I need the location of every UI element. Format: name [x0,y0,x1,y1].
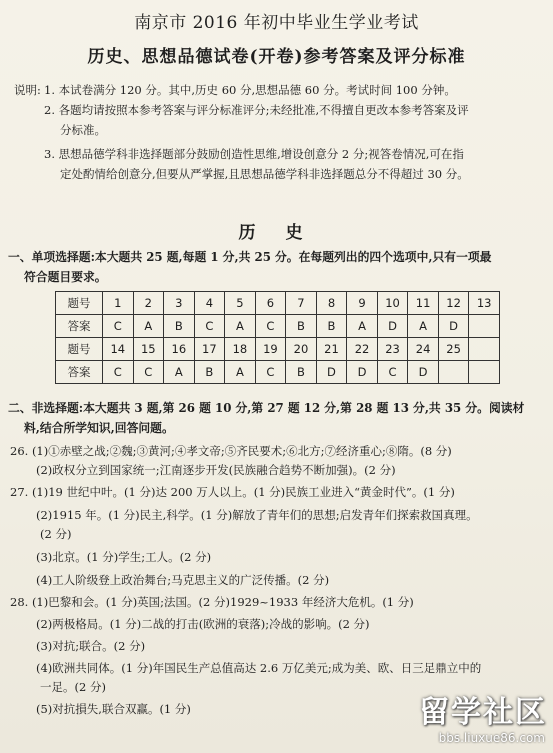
question-number-cell: 1 [103,292,134,315]
answer-cell: B [194,361,225,384]
question-number-cell: 23 [377,338,408,361]
q28-part-1: 28. (1)巴黎和会。(1 分)英国;法国。(2 分)1929~1933 年经济大危机。(1 分) [10,595,414,609]
part-2-line-1: 二、非选择题:本大题共 3 题,第 26 题 10 分,第 27 题 12 分,第 28 题 13 分,共 35 分。阅读材 [8,401,525,415]
question-number-cell: 19 [255,338,286,361]
q27-part-3: (3)北京。(1 分)学生;工人。(2 分) [36,550,212,564]
question-number-cell: 13 [469,292,500,315]
q28-part-5: (5)对抗損失,联合双赢。(1 分) [36,702,191,716]
q26-part-2: (2)政权分立到国家统一;江南逐步开发(民族融合趋势不断加强)。(2 分) [36,463,396,477]
answer-cell: B [164,315,195,338]
q27-part-2-score: (2 分) [40,527,72,541]
instructions-block [14,80,544,184]
table-row-q2 [56,338,500,361]
answer-cell: D [377,315,408,338]
question-number-cell: 16 [164,338,195,361]
question-number-cell: 14 [103,338,134,361]
section-title-history: 历 史 [238,223,315,243]
answer-cell: A [133,315,164,338]
question-number-cell: 22 [347,338,378,361]
answer-cell: B [316,315,347,338]
note-2-line-2: 分标准。 [60,123,106,137]
question-number-cell: 25 [438,338,469,361]
answer-cell [469,315,500,338]
site-watermark [397,687,547,745]
q27-part-2: (2)1915 年。(1 分)民主,科学。(1 分)解放了青年们的思想;启发青年们探索救国真理。 [36,508,478,522]
question-number-cell: 21 [316,338,347,361]
exam-title: 南京市 2016 年初中毕业生学业考试 [134,13,419,33]
part-2-line-2: 料,结合所学知识,回答问题。 [24,421,174,435]
note-2-line-1: 2. 各题均请按照本参考答案与评分标准评分;未经批准,不得擅自更改本参考答案及评 [44,103,469,117]
question-number-cell: 7 [286,292,317,315]
question-27 [10,483,545,590]
note-3-line-2: 定处酌情给创意分,但要从严掌握,且思想品德学科非选择题总分不得超过 30 分。 [60,167,469,181]
q28-part-3: (3)对抗;联合。(2 分) [36,639,146,653]
q28-part-4-cont: 一足。(2 分) [40,680,106,694]
part-2-heading [8,398,544,438]
table-header-answer: 答案 [56,361,103,384]
question-number-cell: 8 [316,292,347,315]
table-row-a2 [56,361,500,384]
question-number-cell: 6 [255,292,286,315]
answer-cell: C [255,361,286,384]
answer-cell: C [103,361,134,384]
table-header-answer: 答案 [56,315,103,338]
question-number-cell: 9 [347,292,378,315]
answer-table [55,291,500,384]
answer-cell: D [408,361,439,384]
question-number-cell: 10 [377,292,408,315]
table-row-a1 [56,315,500,338]
answer-cell: C [255,315,286,338]
watermark-url: bbs.liuxue86.com [438,731,545,745]
question-number-cell: 24 [408,338,439,361]
note-1 [14,80,544,100]
answer-cell: B [286,315,317,338]
answer-cell: A [347,315,378,338]
q28-part-4: (4)欧洲共同体。(1 分)年国民生产总值高达 2.6 万亿美元;成为美、欧、日三足鼎立中的 [36,661,482,675]
question-26 [10,442,545,480]
answer-cell [438,361,469,384]
table-header-question: 题号 [56,338,103,361]
answer-cell: A [225,315,256,338]
answer-cell: C [377,361,408,384]
question-number-cell: 20 [286,338,317,361]
part-1-heading [8,247,544,287]
answer-cell: D [316,361,347,384]
q27-part-4: (4)工人阶级登上政治舞台;马克思主义的广泛传播。(2 分) [36,573,330,587]
instructions-label: 说明: [14,83,41,97]
question-number-cell: 4 [194,292,225,315]
question-number-cell: 2 [133,292,164,315]
q27-part-1: 27. (1)19 世纪中叶。(1 分)达 200 万人以上。(1 分)民族工业进入“黄金时代”。(1 分) [10,485,455,499]
question-number-cell: 5 [225,292,256,315]
question-number-cell: 18 [225,338,256,361]
note-1-text: 1. 本试卷满分 120 分。其中,历史 60 分,思想品德 60 分。考试时间 100 分钟。 [44,83,456,97]
part-1-line-2: 符合题目要求。 [24,270,107,284]
answer-cell: C [103,315,134,338]
question-number-cell [469,338,500,361]
answer-cell: A [225,361,256,384]
note-3-line-1: 3. 思想品德学科非选择题部分鼓励创造性思维,增设创意分 2 分;视答卷情况,可在指 [44,147,464,161]
answer-cell: B [286,361,317,384]
table-row-q1 [56,292,500,315]
answer-cell: D [347,361,378,384]
answer-cell: A [408,315,439,338]
question-number-cell: 3 [164,292,195,315]
watermark-logo: 留学社区 [419,695,547,730]
answer-cell [469,361,500,384]
answer-cell: D [438,315,469,338]
q28-part-2: (2)两极格局。(1 分)二战的打击(欧洲的衰落);冷战的影响。(2 分) [36,617,370,631]
question-number-cell: 11 [408,292,439,315]
exam-subtitle: 历史、思想品德试卷(开卷)参考答案及评分标准 [87,47,466,67]
q26-part-1: 26. (1)①赤壁之战;②魏;③黄河;④孝文帝;⑤齐民要术;⑥北方;⑦经济重心;⑧隋。(8 分) [10,444,452,458]
question-number-cell: 12 [438,292,469,315]
question-number-cell: 15 [133,338,164,361]
question-number-cell: 17 [194,338,225,361]
answer-cell: C [194,315,225,338]
answer-cell: C [133,361,164,384]
answer-cell: A [164,361,195,384]
table-header-question: 题号 [56,292,103,315]
part-1-line-1: 一、单项选择题:本大题共 25 题,每题 1 分,共 25 分。在每题列出的四个选项中,只有一项最 [8,250,492,264]
